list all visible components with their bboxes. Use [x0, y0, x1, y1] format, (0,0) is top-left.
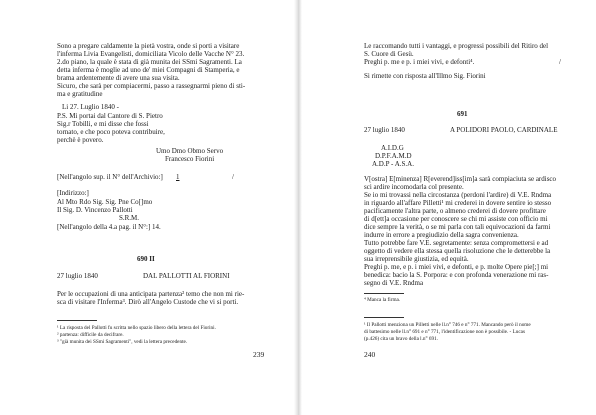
footnote: ⁴ Manca la firma. — [364, 297, 401, 303]
motto-line: A.D.P - A.S.A. — [372, 160, 414, 168]
text-line: brama ardentemente di avere una sua visita. — [57, 74, 180, 82]
letter-number: 690 II — [137, 255, 155, 263]
text-line: ma e gratitudine — [57, 90, 103, 98]
letter-body-line: sca di visitare l'Inferma³. Dirò all'Angelo Custode che vi si porti. — [57, 298, 239, 306]
body-line: sci ardire incomodarla col presente. — [364, 183, 464, 191]
body-line: dice sempre la verità, o se mi parla con tali equivocazioni da farmi — [364, 223, 551, 231]
body-line: benedica: bacio la S. Porpora: e con profonda venerazione mi ras- — [364, 271, 549, 279]
reply-note: Si rimette con risposta all'Illmo Sig. Fiorini — [364, 72, 486, 80]
letter-date: 27 luglio 1840 — [364, 126, 405, 134]
body-line: Preghi p. me, e p. i miei vivi, e defonti, e p. molte Opere pie[;] mi — [364, 263, 549, 271]
page-number: 240 — [364, 350, 376, 359]
body-line: segno di V.E. Rndma — [364, 279, 424, 287]
text-line: Le raccomando tutti i vantaggi, e progressi possibili del Ritiro del — [364, 42, 549, 50]
ps-line: P.S. Mi portai dal Cantore di S. Pietro — [57, 112, 163, 120]
footnote: ² partenza: difficile da decifrare. — [57, 332, 124, 338]
body-line: oggetto di vedere ella stessa quella risoluzione che le detterebbe la — [364, 247, 551, 255]
archive-number: 1 — [176, 173, 180, 181]
letter-date: 27 luglio 1840 — [57, 272, 98, 280]
address-line: Il Sig. D. Vincenzo Pallotti — [57, 206, 133, 214]
motto-line: D.P.F.A.M.D — [375, 152, 412, 160]
ps-line: Sig.r Tobilli, e mi disse che fossi — [57, 120, 149, 128]
body-line: Tutto potrebbe fare V.E. segretamente: senza compromettersi e ad — [364, 239, 549, 247]
body-line: Se io mi trovassi nella circostanza (perdoni l'ardire) di V.E. Rndma — [364, 191, 552, 199]
date-line: Li 27. Luglio 1840 - — [62, 103, 119, 111]
letter-title: A POLIDORI PAOLO, CARDINALE — [450, 126, 558, 134]
body-line: sua irreprensibile giustizia, ed equità. — [364, 255, 469, 263]
archive-note: [Nell'angolo sup. il N° dell'Archivio:] — [57, 173, 163, 181]
footnote-rule — [57, 320, 97, 321]
body-line: di d[ett]a occasione per conoscere se chi mi assiste con officio mi — [364, 215, 548, 223]
address-line: Al Mto Rdo Sig. Sig. Pne Co[]mo — [57, 198, 153, 206]
text-line: 2.do piano, la quale è stata di già munita dei SSmi Sagramenti. La — [57, 58, 242, 66]
body-line: V[ostra] E[minenza] R[everend]iss[im]a sarà compiaciuta se ardisco — [364, 175, 557, 183]
footnote: di battesimo nelle ll.n° 691 e n° 771, l'identificazione non è possibile. - Lucas — [364, 329, 525, 335]
ps-line: perchè è povero. — [57, 136, 104, 144]
text-line: l'inferma Livia Evangelisti, domiciliata Vicolo delle Vacche N° 23. — [57, 50, 245, 58]
right-page — [298, 0, 596, 415]
footnote: ¹ La risposta del Pallotti fu scritta nello spazio libero della lettera del Fiorini. — [57, 325, 216, 331]
letter-number: 691 — [457, 110, 468, 118]
letter-body-line: Per le occupazioni di una anticipata partenza² temo che non mi rie- — [57, 290, 245, 298]
address-line: S.R.M. — [119, 214, 140, 222]
signature: Francesco Fiorini — [165, 155, 215, 163]
letter-title: DAL PALLOTTI AL FIORINI — [143, 272, 230, 280]
motto-line: A.I.D.G — [381, 144, 404, 152]
footnote-rule — [364, 317, 404, 318]
text-line: Sono a pregare caldamente la pietà vostra, onde si porti a visitare — [57, 42, 240, 50]
body-line: indurre in errore a pregiudizio della sagra convenienza. — [364, 231, 519, 239]
text-line: Sicuro, che sarà per compiacermi, passo a rassegnarmi pieno di sti- — [57, 82, 246, 90]
slash-mark: / — [559, 58, 561, 66]
closing-line: Umo Dmo Obmo Servo — [156, 147, 224, 155]
angle-note: [Nell'angolo della 4.a pag. il N°:] 14. — [57, 223, 161, 231]
footnote: (p.426) cita un bravo della l.n° 691. — [364, 336, 438, 342]
text-line: detta inferma è moglie ad uno de' miei Compagni di Stamperia, e — [57, 66, 240, 74]
archive-slash: / — [232, 173, 234, 181]
footnote: ³ "già munita dei SSmi Sagramenti", vedi la lettera precedente. — [57, 339, 188, 345]
text-line: Preghi p. me e p. i miei vivi, e defonti⁴. — [364, 58, 475, 66]
page-number: 239 — [253, 350, 265, 359]
ps-line: tornato, e che poco poteva contribuire, — [57, 128, 165, 136]
footnote: ¹ Il Pallotti menziona un Pilletti nelle ll.n° 746 e n° 771. Mancando però il nome — [364, 322, 531, 328]
body-line: in riguardo all'affare Pilletti¹ mi crederei in dovere sentire io stesso — [364, 199, 552, 207]
text-line: S. Cuore di Gesù. — [364, 50, 414, 58]
address-line: [Indirizzo:] — [57, 189, 89, 197]
footnote-rule — [364, 293, 404, 294]
body-line: pacificamente l'altra parte, o almeno crederei di dovere profittare — [364, 207, 546, 215]
